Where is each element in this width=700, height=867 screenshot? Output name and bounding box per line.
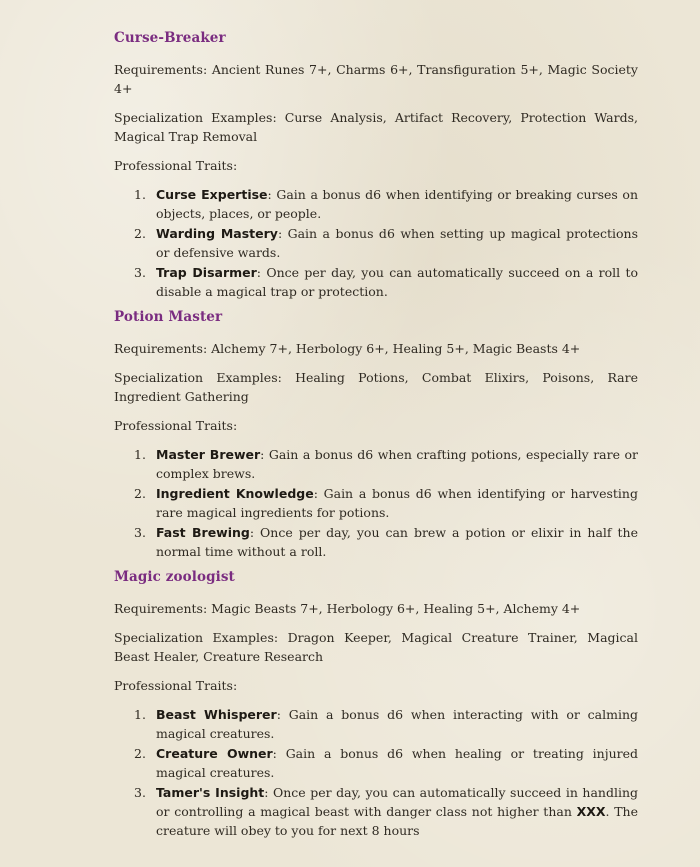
- trait-name: Fast Brewing: [156, 525, 250, 540]
- traits-list: [114, 705, 638, 840]
- trait-number: 3.: [134, 265, 146, 280]
- trait-item: [114, 185, 638, 223]
- trait-text-tail: . The creature will obey to you for next 8 hours: [156, 804, 639, 838]
- section-potion-master: [114, 309, 638, 561]
- trait-number: 2.: [134, 746, 146, 761]
- trait-name: Ingredient Knowledge: [156, 486, 314, 501]
- requirements-text: Requirements: Alchemy 7+, Herbology 6+, Healing 5+, Magic Beasts 4+: [114, 341, 581, 356]
- trait-text: : Gain a bonus d6 when crafting potions, especially rare or complex brews.: [156, 447, 638, 481]
- specialization-text: Specialization Examples: Dragon Keeper, Magical Creature Trainer, Magical Beast Healer, Creature Research: [114, 630, 638, 664]
- trait-item: [114, 783, 638, 840]
- trait-text: : Gain a bonus d6 when healing or treating injured magical creatures.: [156, 746, 638, 780]
- section-title: Magic zoologist: [114, 569, 235, 585]
- trait-item: [114, 224, 638, 262]
- trait-number: 3.: [134, 525, 146, 540]
- traits-label: Professional Traits:: [114, 418, 238, 433]
- traits-label: Professional Traits:: [114, 678, 238, 693]
- trait-text: : Gain a bonus d6 when setting up magical protections or defensive wards.: [156, 226, 638, 260]
- trait-name: Curse Expertise: [156, 187, 268, 202]
- trait-item: [114, 445, 638, 483]
- trait-number: 1.: [134, 447, 146, 462]
- trait-item: [114, 744, 638, 782]
- trait-text: : Gain a bonus d6 when interacting with or calming magical creatures.: [156, 707, 638, 741]
- trait-item: [114, 705, 638, 743]
- section-title: Curse-Breaker: [114, 30, 226, 46]
- trait-text: : Gain a bonus d6 when identifying or breaking curses on objects, places, or people.: [156, 187, 638, 221]
- trait-item: [114, 523, 638, 561]
- trait-name: Trap Disarmer: [156, 265, 257, 280]
- danger-class-placeholder: XXX: [576, 804, 606, 819]
- trait-text: : Once per day, you can automatically succeed in handling or controlling a magical beast with danger class not higher than: [156, 785, 638, 819]
- section-curse-breaker: [114, 30, 638, 301]
- section-title: Potion Master: [114, 309, 223, 325]
- specialization-text: Specialization Examples: Healing Potions, Combat Elixirs, Poisons, Rare Ingredient Gathering: [114, 370, 638, 404]
- requirements-text: Requirements: Ancient Runes 7+, Charms 6+, Transfiguration 5+, Magic Society 4+: [114, 62, 638, 96]
- trait-name: Master Brewer: [156, 447, 261, 462]
- trait-name: Beast Whisperer: [156, 707, 277, 722]
- traits-label: Professional Traits:: [114, 158, 238, 173]
- traits-list: [114, 185, 638, 301]
- trait-name: Creature Owner: [156, 746, 273, 761]
- trait-item: [114, 263, 638, 301]
- specialization-text: Specialization Examples: Curse Analysis, Artifact Recovery, Protection Wards, Magical Trap Removal: [114, 110, 638, 144]
- document-page: [114, 30, 638, 846]
- trait-text: : Once per day, you can brew a potion or elixir in half the normal time without a roll.: [156, 525, 638, 559]
- traits-list: [114, 445, 638, 561]
- requirements-text: Requirements: Magic Beasts 7+, Herbology 6+, Healing 5+, Alchemy 4+: [114, 601, 581, 616]
- trait-number: 2.: [134, 486, 146, 501]
- trait-number: 1.: [134, 187, 146, 202]
- trait-text: : Once per day, you can automatically succeed on a roll to disable a magical trap or protection.: [156, 265, 639, 299]
- trait-number: 1.: [134, 707, 146, 722]
- trait-text: : Gain a bonus d6 when identifying or harvesting rare magical ingredients for potions.: [156, 486, 638, 520]
- trait-name: Tamer's Insight: [156, 785, 265, 800]
- trait-item: [114, 484, 638, 522]
- trait-number: 3.: [134, 785, 146, 800]
- trait-number: 2.: [134, 226, 146, 241]
- trait-name: Warding Mastery: [156, 226, 278, 241]
- section-magic-zoologist: [114, 569, 638, 840]
